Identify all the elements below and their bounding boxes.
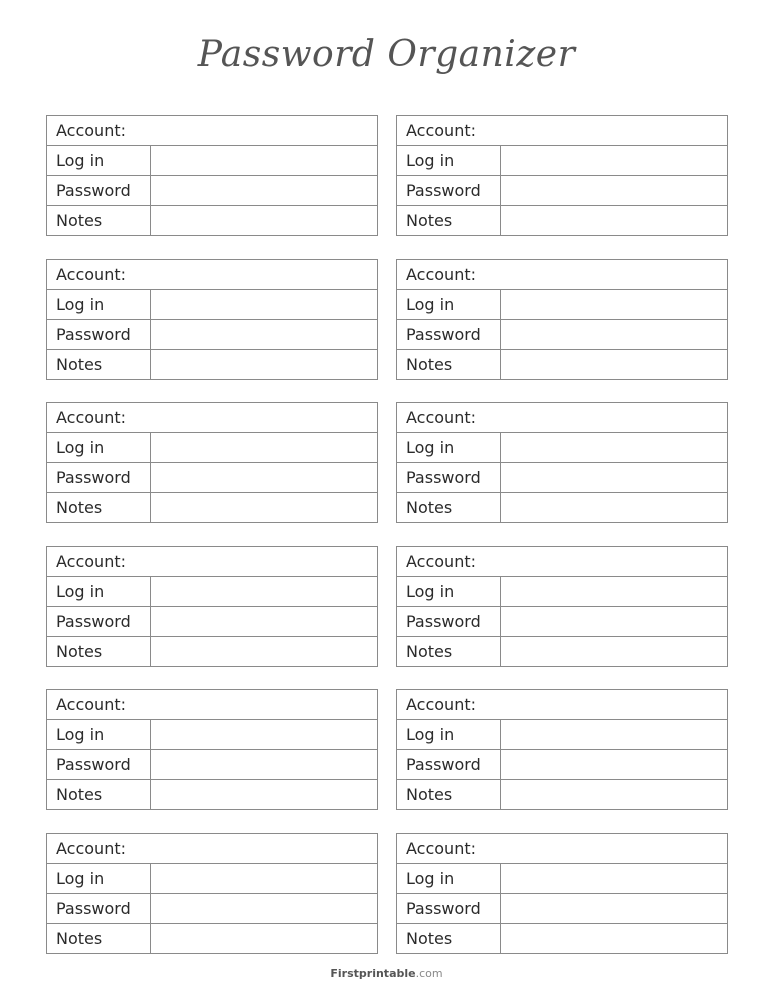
password-row [47, 463, 377, 493]
account-row [47, 116, 377, 146]
login-row [47, 577, 377, 607]
account-label: Account: [56, 408, 126, 427]
password-field[interactable] [150, 750, 377, 780]
login-row [397, 720, 727, 750]
login-field[interactable] [500, 577, 727, 607]
account-label: Account: [406, 695, 476, 714]
password-field[interactable] [150, 894, 377, 924]
password-row [397, 463, 727, 493]
login-label: Log in [56, 295, 105, 314]
password-row [47, 607, 377, 637]
notes-row [397, 493, 727, 523]
password-card [46, 115, 378, 236]
notes-row [397, 350, 727, 380]
password-field[interactable] [500, 463, 727, 493]
password-card [46, 402, 378, 523]
login-label: Log in [406, 151, 455, 170]
login-row [397, 290, 727, 320]
login-row [47, 290, 377, 320]
login-field[interactable] [150, 577, 377, 607]
password-field[interactable] [500, 750, 727, 780]
notes-field[interactable] [500, 637, 727, 667]
account-row [47, 403, 377, 433]
notes-field[interactable] [500, 493, 727, 523]
password-label: Password [406, 181, 481, 200]
password-row [397, 750, 727, 780]
notes-field[interactable] [150, 637, 377, 667]
password-row [397, 320, 727, 350]
password-row [397, 607, 727, 637]
account-row [397, 690, 727, 720]
login-row [47, 146, 377, 176]
account-label: Account: [56, 121, 126, 140]
login-label: Log in [56, 582, 105, 601]
notes-row [47, 350, 377, 380]
notes-label: Notes [56, 785, 103, 804]
account-label: Account: [406, 408, 476, 427]
login-field[interactable] [500, 720, 727, 750]
password-row [47, 320, 377, 350]
password-card [396, 259, 728, 380]
login-label: Log in [56, 438, 105, 457]
notes-field[interactable] [150, 350, 377, 380]
account-label: Account: [406, 839, 476, 858]
notes-label: Notes [406, 929, 453, 948]
footer-brand [0, 967, 773, 980]
password-card [46, 546, 378, 667]
account-label: Account: [56, 265, 126, 284]
login-label: Log in [406, 869, 455, 888]
login-label: Log in [56, 725, 105, 744]
notes-row [397, 924, 727, 954]
login-field[interactable] [150, 720, 377, 750]
account-row [47, 834, 377, 864]
password-field[interactable] [150, 607, 377, 637]
account-row [397, 116, 727, 146]
notes-field[interactable] [150, 780, 377, 810]
login-field[interactable] [500, 146, 727, 176]
password-row [397, 894, 727, 924]
notes-label: Notes [406, 211, 453, 230]
account-row [47, 260, 377, 290]
login-field[interactable] [500, 864, 727, 894]
login-field[interactable] [500, 290, 727, 320]
password-field[interactable] [500, 607, 727, 637]
account-row [397, 834, 727, 864]
notes-row [47, 924, 377, 954]
password-field[interactable] [500, 176, 727, 206]
password-card [396, 833, 728, 954]
login-field[interactable] [500, 433, 727, 463]
login-field[interactable] [150, 290, 377, 320]
notes-field[interactable] [500, 924, 727, 954]
password-card [46, 259, 378, 380]
notes-label: Notes [56, 929, 103, 948]
login-field[interactable] [150, 146, 377, 176]
login-field[interactable] [150, 864, 377, 894]
notes-row [397, 780, 727, 810]
notes-label: Notes [56, 642, 103, 661]
login-row [397, 146, 727, 176]
login-label: Log in [406, 725, 455, 744]
password-row [47, 176, 377, 206]
password-card [396, 115, 728, 236]
login-row [397, 577, 727, 607]
password-label: Password [56, 612, 131, 631]
login-label: Log in [406, 438, 455, 457]
notes-field[interactable] [500, 780, 727, 810]
account-row [47, 690, 377, 720]
password-label: Password [406, 325, 481, 344]
password-field[interactable] [150, 320, 377, 350]
password-label: Password [56, 181, 131, 200]
notes-field[interactable] [150, 493, 377, 523]
password-field[interactable] [500, 320, 727, 350]
password-field[interactable] [500, 894, 727, 924]
password-label: Password [406, 468, 481, 487]
login-row [47, 433, 377, 463]
password-label: Password [56, 468, 131, 487]
password-field[interactable] [150, 463, 377, 493]
login-label: Log in [56, 151, 105, 170]
notes-row [397, 206, 727, 236]
account-label: Account: [406, 552, 476, 571]
notes-row [47, 780, 377, 810]
account-label: Account: [56, 839, 126, 858]
notes-label: Notes [56, 355, 103, 374]
account-row [397, 260, 727, 290]
password-label: Password [406, 612, 481, 631]
login-label: Log in [406, 295, 455, 314]
login-row [47, 864, 377, 894]
footer-brand-name: Firstprintable [330, 967, 416, 980]
account-row [397, 403, 727, 433]
login-label: Log in [56, 869, 105, 888]
login-row [47, 720, 377, 750]
login-row [397, 433, 727, 463]
account-label: Account: [56, 695, 126, 714]
account-label: Account: [406, 121, 476, 140]
password-label: Password [56, 755, 131, 774]
notes-label: Notes [406, 785, 453, 804]
password-card [396, 689, 728, 810]
password-card [396, 402, 728, 523]
login-row [397, 864, 727, 894]
password-row [47, 894, 377, 924]
notes-field[interactable] [150, 206, 377, 236]
account-row [397, 547, 727, 577]
notes-field[interactable] [500, 350, 727, 380]
password-card [396, 546, 728, 667]
notes-label: Notes [406, 498, 453, 517]
password-label: Password [406, 755, 481, 774]
notes-row [397, 637, 727, 667]
password-label: Password [406, 899, 481, 918]
notes-row [47, 637, 377, 667]
notes-label: Notes [406, 642, 453, 661]
notes-row [47, 493, 377, 523]
password-field[interactable] [150, 176, 377, 206]
notes-row [47, 206, 377, 236]
notes-label: Notes [56, 498, 103, 517]
notes-field[interactable] [150, 924, 377, 954]
page-title: Password Organizer [197, 34, 576, 75]
notes-label: Notes [56, 211, 103, 230]
password-row [47, 750, 377, 780]
notes-field[interactable] [500, 206, 727, 236]
password-label: Password [56, 325, 131, 344]
notes-label: Notes [406, 355, 453, 374]
password-card [46, 689, 378, 810]
password-row [397, 176, 727, 206]
password-card [46, 833, 378, 954]
footer-brand-domain: .com [415, 967, 443, 980]
account-label: Account: [406, 265, 476, 284]
login-label: Log in [406, 582, 455, 601]
password-label: Password [56, 899, 131, 918]
account-row [47, 547, 377, 577]
account-label: Account: [56, 552, 126, 571]
login-field[interactable] [150, 433, 377, 463]
